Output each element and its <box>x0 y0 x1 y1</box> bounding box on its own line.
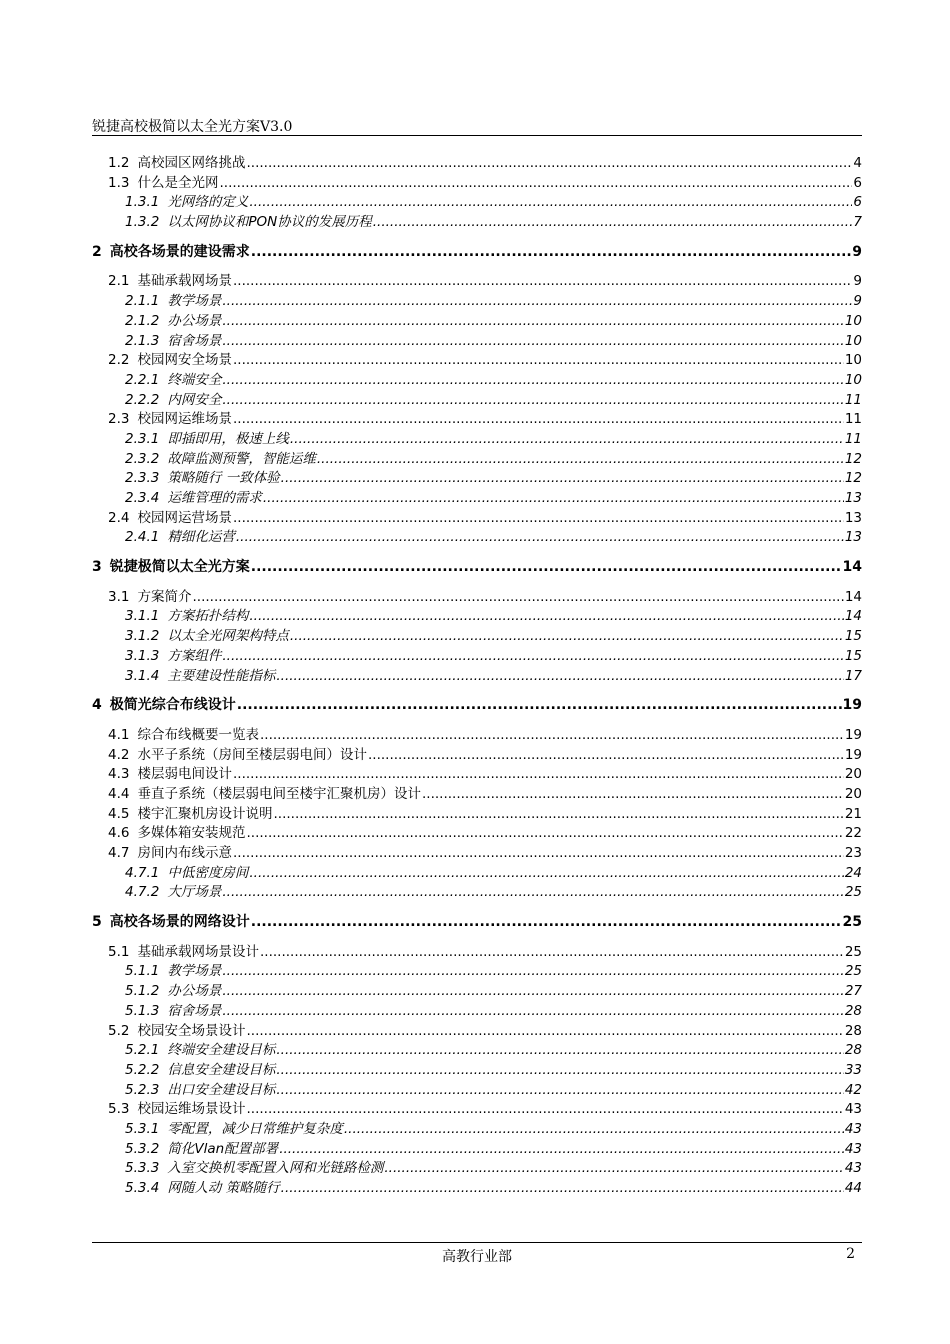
toc-entry-page: 25 <box>844 884 862 901</box>
toc-entry-title: 校园安全场景设计 <box>137 1022 246 1039</box>
toc-entry-number: 2.3.1 <box>125 430 160 447</box>
toc-entry[interactable] <box>92 746 862 766</box>
toc-entry[interactable] <box>92 864 862 884</box>
toc-entry-number: 2.1.2 <box>125 312 160 329</box>
toc-entry-number: 4.2 <box>108 746 130 763</box>
toc-entry-number: 2.1 <box>108 273 130 290</box>
toc-entry-page: 7 <box>853 214 862 231</box>
toc-entry[interactable] <box>92 943 862 963</box>
toc-entry-page: 6 <box>853 194 862 211</box>
toc-entry-title: 方案组件 <box>167 647 222 664</box>
toc-dot-leader <box>251 558 842 578</box>
toc-entry-number: 3.1 <box>108 588 130 605</box>
toc-entry[interactable] <box>92 588 862 608</box>
toc-entry-page: 43 <box>844 1101 862 1118</box>
toc-entry-page: 10 <box>844 371 862 388</box>
table-of-contents <box>92 154 862 1199</box>
toc-dot-leader <box>276 1061 843 1081</box>
toc-entry-title: 高校各场景的网络设计 <box>109 914 250 931</box>
toc-entry[interactable] <box>92 785 862 805</box>
footer-page-number: 2 <box>846 1246 855 1262</box>
toc-dot-leader <box>260 726 844 746</box>
toc-dot-leader <box>222 1002 843 1022</box>
toc-entry-page: 13 <box>844 490 862 506</box>
toc-entry[interactable] <box>92 371 862 391</box>
toc-entry-number: 4.7.2 <box>125 884 160 901</box>
toc-entry-number: 1.2 <box>108 155 130 171</box>
toc-entry-title: 多媒体箱安装规范 <box>137 825 246 842</box>
toc-entry[interactable] <box>92 1022 862 1042</box>
toc-dot-leader <box>219 174 852 194</box>
toc-entry[interactable] <box>92 391 862 411</box>
toc-entry-page: 19 <box>844 726 862 743</box>
toc-entry-page: 19 <box>842 697 862 714</box>
toc-entry-number: 2.4 <box>108 509 130 526</box>
toc-entry[interactable] <box>92 332 862 352</box>
toc-entry[interactable] <box>92 982 862 1002</box>
toc-entry-title: 内网安全 <box>167 391 222 408</box>
toc-dot-leader <box>222 647 843 667</box>
toc-entry-title: 网随人动 策略随行 <box>167 1180 280 1196</box>
toc-dot-leader <box>279 1140 844 1160</box>
toc-entry[interactable] <box>92 272 862 292</box>
toc-entry-page: 20 <box>844 785 862 802</box>
toc-entry-title: 高校园区网络挑战 <box>137 155 246 171</box>
page-header: 锐捷高校极简以太全光方案V3.0 <box>92 119 293 135</box>
toc-entry-page: 25 <box>842 914 862 931</box>
toc-dot-leader <box>233 844 844 864</box>
toc-entry-title: 故障监测预警，智能运维 <box>167 450 316 467</box>
toc-entry[interactable] <box>92 1179 862 1199</box>
toc-entry-number: 4.7.1 <box>125 864 160 881</box>
toc-entry-page: 10 <box>844 352 862 369</box>
toc-entry-number: 4.6 <box>108 825 130 842</box>
toc-dot-leader <box>422 785 844 805</box>
toc-entry-number: 2.3.2 <box>125 450 160 467</box>
toc-dot-leader <box>222 391 843 411</box>
toc-entry-title: 主要建设性能指标 <box>167 667 276 684</box>
toc-entry-number: 2.3 <box>108 411 130 428</box>
toc-entry-page: 11 <box>844 411 862 428</box>
toc-entry-page: 14 <box>844 588 862 605</box>
toc-entry[interactable] <box>92 312 862 332</box>
toc-entry-page: 44 <box>844 1180 862 1196</box>
toc-entry-page: 43 <box>844 1140 862 1157</box>
toc-entry-number: 2.1.1 <box>125 293 160 310</box>
toc-entry[interactable] <box>92 607 862 627</box>
toc-entry-number: 3.1.4 <box>125 667 160 684</box>
toc-entry[interactable] <box>92 1081 862 1101</box>
toc-entry-page: 22 <box>844 825 862 842</box>
toc-entry[interactable] <box>92 1159 862 1179</box>
toc-entry-number: 5.3.3 <box>125 1160 160 1177</box>
toc-entry[interactable] <box>92 667 862 687</box>
toc-entry-number: 2.2.2 <box>125 391 160 408</box>
toc-entry-number: 1.3 <box>108 174 130 191</box>
toc-dot-leader <box>249 864 843 884</box>
toc-dot-leader <box>344 1120 844 1140</box>
toc-entry[interactable] <box>92 154 862 174</box>
toc-entry[interactable] <box>92 351 862 371</box>
toc-entry-title: 以太全光网架构特点 <box>167 628 289 645</box>
footer-department: 高教行业部 <box>442 1249 512 1265</box>
toc-entry-title: 零配置，减少日常维护复杂度 <box>167 1120 343 1137</box>
toc-entry-title: 综合布线概要一览表 <box>137 726 259 743</box>
toc-dot-leader <box>192 588 843 608</box>
toc-entry-number: 4 <box>92 697 102 714</box>
toc-entry-title: 以太网协议和PON协议的发展历程 <box>167 214 372 231</box>
toc-dot-leader <box>222 962 843 982</box>
header-rule <box>92 135 862 136</box>
toc-dot-leader <box>246 1100 843 1120</box>
toc-entry-page: 27 <box>844 983 862 1000</box>
toc-entry-title: 方案拓扑结构 <box>167 608 249 625</box>
toc-entry-page: 6 <box>853 174 862 191</box>
toc-dot-leader <box>236 528 844 548</box>
toc-entry-number: 5.2.3 <box>125 1081 160 1098</box>
toc-entry-title: 简化Vlan配置部署 <box>167 1140 279 1157</box>
toc-dot-leader <box>276 1081 843 1101</box>
toc-entry-page: 12 <box>844 470 862 487</box>
toc-dot-leader <box>276 667 843 687</box>
toc-dot-leader <box>233 765 844 785</box>
toc-entry-number: 4.3 <box>108 766 130 783</box>
toc-entry-number: 5.2.1 <box>125 1042 160 1059</box>
toc-entry-number: 4.1 <box>108 726 130 743</box>
toc-dot-leader <box>290 627 844 647</box>
toc-dot-leader <box>233 272 852 292</box>
toc-entry-page: 33 <box>844 1061 862 1078</box>
toc-entry[interactable] <box>92 1120 862 1140</box>
toc-entry-number: 3.1.2 <box>125 628 160 645</box>
toc-entry-title: 水平子系统（房间至楼层弱电间）设计 <box>137 746 367 763</box>
toc-entry-page: 14 <box>842 559 862 576</box>
toc-entry-title: 校园运维场景设计 <box>137 1101 246 1118</box>
toc-entry-page: 43 <box>844 1160 862 1177</box>
toc-entry-page: 15 <box>844 628 862 645</box>
toc-entry-number: 2.2 <box>108 352 130 369</box>
toc-entry[interactable] <box>92 1061 862 1081</box>
toc-dot-leader <box>249 193 852 213</box>
toc-dot-leader <box>251 913 842 933</box>
toc-entry-title: 办公场景 <box>167 983 222 1000</box>
toc-entry[interactable] <box>92 528 862 548</box>
toc-entry-page: 14 <box>844 608 862 625</box>
toc-entry-page: 4 <box>853 155 862 171</box>
toc-entry-title: 精细化运营 <box>167 529 235 546</box>
toc-entry-number: 5.1.1 <box>125 963 160 980</box>
toc-entry-title: 信息安全建设目标 <box>167 1061 276 1078</box>
toc-entry-title: 大厅场景 <box>167 884 222 901</box>
toc-dot-leader <box>237 696 842 716</box>
toc-entry-page: 25 <box>844 943 862 960</box>
toc-entry-title: 出口安全建设目标 <box>167 1081 276 1098</box>
toc-entry-number: 3.1.3 <box>125 647 160 664</box>
toc-dot-leader <box>281 1179 844 1199</box>
toc-entry-page: 28 <box>844 1022 862 1039</box>
toc-entry-title: 宿舍场景 <box>167 1002 222 1019</box>
toc-entry-page: 17 <box>844 667 862 684</box>
toc-entry[interactable] <box>92 1140 862 1160</box>
toc-entry-number: 3 <box>92 559 102 576</box>
toc-entry-number: 4.7 <box>108 845 130 861</box>
toc-entry-number: 2.3.4 <box>125 490 160 506</box>
toc-entry-number: 5.3.1 <box>125 1120 160 1137</box>
toc-entry-title: 宿舍场景 <box>167 332 222 349</box>
toc-entry-number: 2 <box>92 243 102 260</box>
toc-dot-leader <box>249 607 843 627</box>
toc-dot-leader <box>222 371 843 391</box>
toc-entry[interactable] <box>92 696 862 716</box>
toc-entry-page: 24 <box>844 864 862 881</box>
toc-dot-leader <box>222 292 852 312</box>
toc-entry-title: 终端安全建设目标 <box>167 1042 276 1059</box>
toc-entry-page: 28 <box>844 1042 862 1059</box>
toc-entry[interactable] <box>92 844 862 864</box>
toc-entry[interactable] <box>92 913 862 933</box>
toc-dot-leader <box>373 213 853 233</box>
toc-entry-number: 4.4 <box>108 785 130 802</box>
toc-dot-leader <box>233 410 844 430</box>
toc-entry-number: 2.3.3 <box>125 470 160 487</box>
toc-entry-page: 9 <box>853 273 862 290</box>
toc-dot-leader <box>290 430 844 450</box>
toc-entry-title: 中低密度房间 <box>167 864 249 881</box>
toc-entry-title: 终端安全 <box>167 371 222 388</box>
toc-dot-leader <box>276 1041 843 1061</box>
toc-entry-title: 校园网运营场景 <box>137 509 232 526</box>
toc-entry-title: 高校各场景的建设需求 <box>109 243 250 260</box>
toc-dot-leader <box>246 154 852 174</box>
toc-entry-page: 20 <box>844 766 862 783</box>
toc-dot-leader <box>233 509 844 529</box>
toc-entry[interactable] <box>92 765 862 785</box>
toc-entry-number: 1.3.2 <box>125 214 160 231</box>
toc-entry[interactable] <box>92 469 862 489</box>
toc-entry-page: 10 <box>844 312 862 329</box>
toc-entry[interactable] <box>92 558 862 578</box>
toc-entry-title: 运维管理的需求 <box>167 490 262 506</box>
toc-entry-number: 5.2 <box>108 1022 130 1039</box>
toc-dot-leader <box>222 332 843 352</box>
toc-entry-title: 楼宇汇聚机房设计说明 <box>137 805 273 822</box>
toc-entry-title: 校园网运维场景 <box>137 411 232 428</box>
toc-entry[interactable] <box>92 213 862 233</box>
toc-dot-leader <box>317 450 844 470</box>
toc-dot-leader <box>384 1159 843 1179</box>
toc-entry-title: 教学场景 <box>167 293 222 310</box>
toc-entry-title: 房间内布线示意 <box>137 845 232 861</box>
toc-entry[interactable] <box>92 292 862 312</box>
toc-entry-number: 1.3.1 <box>125 194 160 211</box>
toc-dot-leader <box>368 746 844 766</box>
toc-entry-page: 25 <box>844 963 862 980</box>
toc-entry[interactable] <box>92 243 862 263</box>
toc-entry-page: 28 <box>844 1002 862 1019</box>
toc-entry-title: 基础承载网场景 <box>137 273 232 290</box>
toc-entry-number: 2.2.1 <box>125 371 160 388</box>
toc-entry[interactable] <box>92 410 862 430</box>
toc-entry-title: 方案简介 <box>137 588 192 605</box>
toc-entry-number: 2.4.1 <box>125 529 160 546</box>
toc-entry-title: 光网络的定义 <box>167 194 249 211</box>
toc-dot-leader <box>222 312 843 332</box>
toc-entry[interactable] <box>92 430 862 450</box>
toc-dot-leader <box>233 351 844 371</box>
toc-entry-number: 5.3.2 <box>125 1140 160 1157</box>
toc-entry-title: 策略随行 一致体验 <box>167 470 280 487</box>
toc-entry-title: 什么是全光网 <box>137 174 219 191</box>
toc-entry[interactable] <box>92 174 862 194</box>
toc-entry-title: 办公场景 <box>167 312 222 329</box>
toc-entry-title: 极简光综合布线设计 <box>109 697 236 714</box>
toc-entry-page: 42 <box>844 1081 862 1098</box>
toc-entry-title: 基础承载网场景设计 <box>137 943 259 960</box>
toc-dot-leader <box>222 883 843 903</box>
toc-entry-title: 垂直子系统（楼层弱电间至楼宇汇聚机房）设计 <box>137 785 421 802</box>
toc-entry[interactable] <box>92 824 862 844</box>
toc-entry-title: 入室交换机零配置入网和光链路检测 <box>167 1160 384 1177</box>
toc-entry-page: 43 <box>844 1120 862 1137</box>
toc-entry-page: 12 <box>844 450 862 467</box>
toc-entry-number: 3.1.1 <box>125 608 160 625</box>
toc-entry-page: 13 <box>844 509 862 526</box>
toc-entry-title: 校园网安全场景 <box>137 352 232 369</box>
toc-dot-leader <box>251 243 852 263</box>
toc-entry-page: 11 <box>844 430 862 447</box>
toc-entry-title: 教学场景 <box>167 963 222 980</box>
toc-entry-title: 锐捷极简以太全光方案 <box>109 559 250 576</box>
toc-entry-number: 2.1.3 <box>125 332 160 349</box>
toc-entry-number: 5.3 <box>108 1101 130 1118</box>
toc-entry-page: 19 <box>844 746 862 763</box>
toc-entry[interactable] <box>92 962 862 982</box>
toc-dot-leader <box>260 943 844 963</box>
toc-entry-number: 5.3.4 <box>125 1180 160 1196</box>
toc-entry-number: 5 <box>92 914 102 931</box>
toc-dot-leader <box>246 824 843 844</box>
footer-rule <box>92 1242 862 1243</box>
toc-entry[interactable] <box>92 509 862 529</box>
toc-entry-page: 11 <box>844 391 862 408</box>
toc-dot-leader <box>273 805 843 825</box>
toc-entry[interactable] <box>92 627 862 647</box>
toc-entry[interactable] <box>92 726 862 746</box>
toc-entry-title: 楼层弱电间设计 <box>137 766 232 783</box>
toc-entry[interactable] <box>92 1041 862 1061</box>
toc-entry-page: 23 <box>844 845 862 861</box>
toc-entry[interactable] <box>92 647 862 667</box>
toc-entry-page: 13 <box>844 529 862 546</box>
toc-entry-page: 15 <box>844 647 862 664</box>
toc-entry[interactable] <box>92 1100 862 1120</box>
toc-entry-title: 即插即用，极速上线 <box>167 430 289 447</box>
toc-entry-page: 21 <box>844 805 862 822</box>
toc-entry-page: 9 <box>853 293 862 310</box>
toc-dot-leader <box>222 982 843 1002</box>
toc-entry[interactable] <box>92 1002 862 1022</box>
toc-dot-leader <box>263 489 844 509</box>
toc-entry[interactable] <box>92 805 862 825</box>
toc-entry-page: 9 <box>852 243 862 260</box>
toc-entry-number: 5.2.2 <box>125 1061 160 1078</box>
toc-entry[interactable] <box>92 450 862 470</box>
toc-dot-leader <box>246 1022 843 1042</box>
toc-entry[interactable] <box>92 193 862 213</box>
toc-dot-leader <box>281 469 844 489</box>
toc-entry-number: 5.1.2 <box>125 983 160 1000</box>
toc-entry[interactable] <box>92 883 862 903</box>
toc-entry-page: 10 <box>844 332 862 349</box>
toc-entry[interactable] <box>92 489 862 509</box>
toc-entry-number: 4.5 <box>108 805 130 822</box>
toc-entry-number: 5.1.3 <box>125 1002 160 1019</box>
toc-entry-number: 5.1 <box>108 943 130 960</box>
